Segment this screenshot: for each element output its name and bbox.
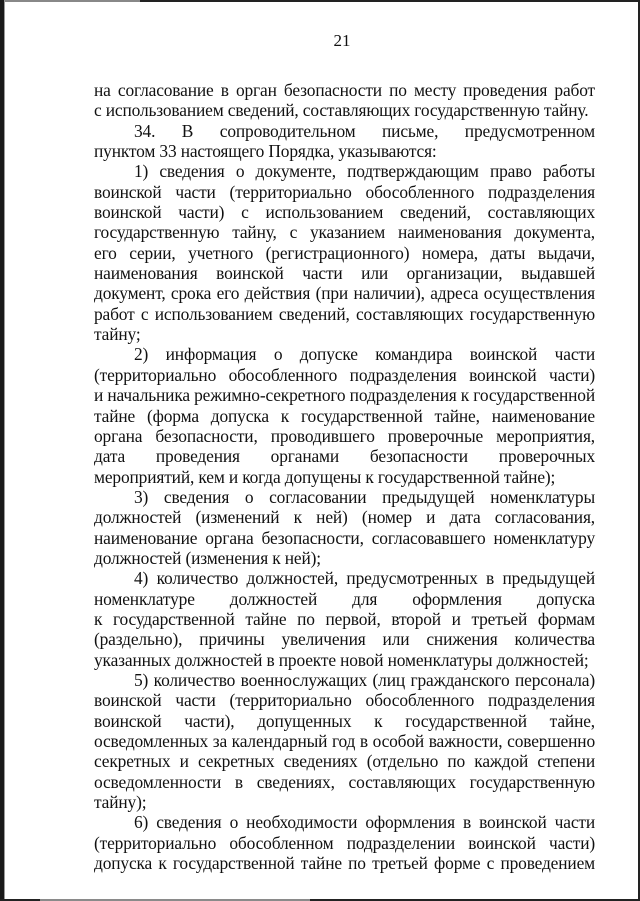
text-line: 5) количество военнослужащих (лиц гражданского персонала) xyxy=(134,669,595,690)
text-line: воинской части (территориально обособленного подразделения xyxy=(94,181,595,202)
text-line: 3) сведения о согласовании предыдущей номенклатуры xyxy=(134,486,595,507)
text-line: номенклатуре должностей для оформления допуска xyxy=(94,588,595,609)
text-line: 6) сведения о необходимости оформления в воинской части xyxy=(134,812,595,833)
text-line: воинской части) с использованием сведений, составляющих xyxy=(94,202,595,223)
text-line: наименование органа безопасности, согласовавшего номенклатуру xyxy=(94,527,595,548)
text-line: указанных должностей в проекте новой номенклатуры должностей; xyxy=(94,649,589,670)
text-line: воинской части (территориально обособленного подразделения xyxy=(94,690,595,711)
text-line: 2) информация о допуске командира воинской части xyxy=(134,344,595,365)
text-line: пунктом 33 настоящего Порядка, указываются: xyxy=(94,141,437,162)
document-body xyxy=(94,80,595,873)
text-line: и начальника режимно-секретного подразделения к государственной xyxy=(94,385,595,406)
text-line: допуска к государственной тайне по третьей форме с проведением xyxy=(94,853,595,874)
text-line: (раздельно), причины увеличения или снижения количества xyxy=(94,629,595,650)
text-line: к государственной тайне по первой, второй и третьей формам xyxy=(94,608,595,629)
text-line: (территориально обособленном подразделении воинской части) xyxy=(94,832,595,853)
text-line: тайне (форма допуска к государственной тайне, наименование xyxy=(94,405,595,426)
text-line: на согласование в орган безопасности по месту проведения работ xyxy=(94,80,595,100)
text-line: 4) количество должностей, предусмотренных в предыдущей xyxy=(134,568,595,589)
text-line: государственную тайну, с указанием наименования документа, xyxy=(94,222,595,243)
text-line: наименования воинской части или организации, выдавшей xyxy=(94,263,595,284)
text-line: секретных и секретных сведениях (отдельно по каждой степени xyxy=(94,751,595,772)
text-line: (территориально обособленного подразделения воинской части) xyxy=(94,364,595,385)
text-line: должностей (изменений к ней) (номер и дата согласования, xyxy=(94,507,595,528)
text-line: 34. В сопроводительном письме, предусмотренном xyxy=(134,120,595,141)
text-line: тайну); xyxy=(94,792,147,813)
text-line: дата проведения органами безопасности проверочных xyxy=(94,446,595,467)
text-line: воинской части), допущенных к государственной тайне, xyxy=(94,710,595,731)
text-line: документ, срока его действия (при наличии), адреса осуществления xyxy=(94,283,595,304)
text-line: должностей (изменения к ней); xyxy=(94,547,321,568)
text-line: его серии, учетного (регистрационного) номера, даты выдачи, xyxy=(94,242,595,263)
text-line: работ с использованием сведений, составляющих государственную xyxy=(94,303,595,324)
scan-border-left-shade xyxy=(4,0,5,901)
text-line: тайну; xyxy=(94,324,141,345)
text-line: с использованием сведений, составляющих государственную тайну. xyxy=(94,100,589,121)
text-line: мероприятий, кем и когда допущены к государственной тайне); xyxy=(94,466,556,487)
text-line: 1) сведения о документе, подтверждающим право работы xyxy=(134,161,595,182)
page-number: 21 xyxy=(333,31,351,50)
text-line: осведомленности в сведениях, составляющих государственную xyxy=(94,771,595,792)
text-line: органа безопасности, проводившего проверочные мероприятия, xyxy=(94,425,595,446)
text-line: осведомленных за календарный год в особой важности, совершенно xyxy=(94,731,595,751)
scan-border-top-shade xyxy=(4,0,140,2)
